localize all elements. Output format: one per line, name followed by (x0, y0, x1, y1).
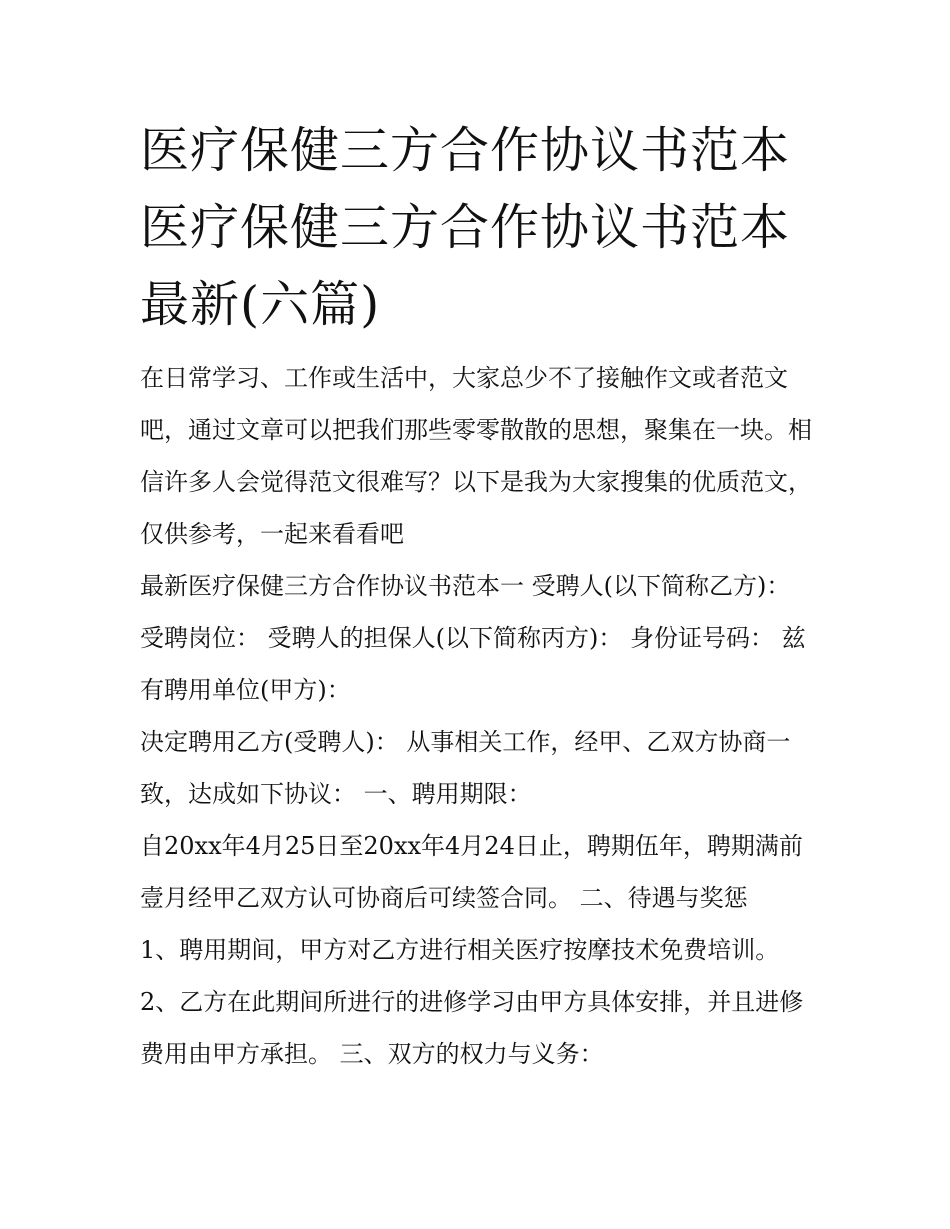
title-line-2: 医疗保健三方合作协议书范本 (140, 199, 791, 256)
intro-paragraph: 在日常学习、工作或生活中，大家总少不了接触作文或者范文吧，通过文章可以把我们那些零零散散的思想，聚集在一块。相信许多人会觉得范文很难写？以下是我为大家搜集的优质范文，仅供参考，一起来看看吧 (140, 364, 812, 548)
document-body (140, 352, 820, 1080)
document-title (140, 112, 840, 343)
term-paragraph: 自20xx年4月25日至20xx年4月24日止，聘期伍年，聘期满前壹月经甲乙双方认可协商后可续签合同。 二、待遇与奖惩 (140, 832, 803, 912)
clause-1-paragraph: 1、聘用期间，甲方对乙方进行相关医疗按摩技术免费培训。 (140, 936, 780, 964)
title-line-3: 最新(六篇) (140, 276, 381, 333)
title-line-1: 医疗保健三方合作协议书范本 (140, 122, 791, 179)
clause-2-paragraph: 2、乙方在此期间所进行的进修学习由甲方具体安排，并且进修费用由甲方承担。 三、双方的权力与义务： (140, 988, 804, 1068)
agreement-parties-paragraph: 最新医疗保健三方合作协议书范本一 受聘人(以下简称乙方)： 受聘岗位： 受聘人的担保人(以下简称丙方)： 身份证号码： 兹有聘用单位(甲方)： (140, 572, 806, 704)
agreement-decision-paragraph: 决定聘用乙方(受聘人)： 从事相关工作，经甲、乙双方协商一致，达成如下协议： 一、聘用期限： (140, 728, 791, 808)
